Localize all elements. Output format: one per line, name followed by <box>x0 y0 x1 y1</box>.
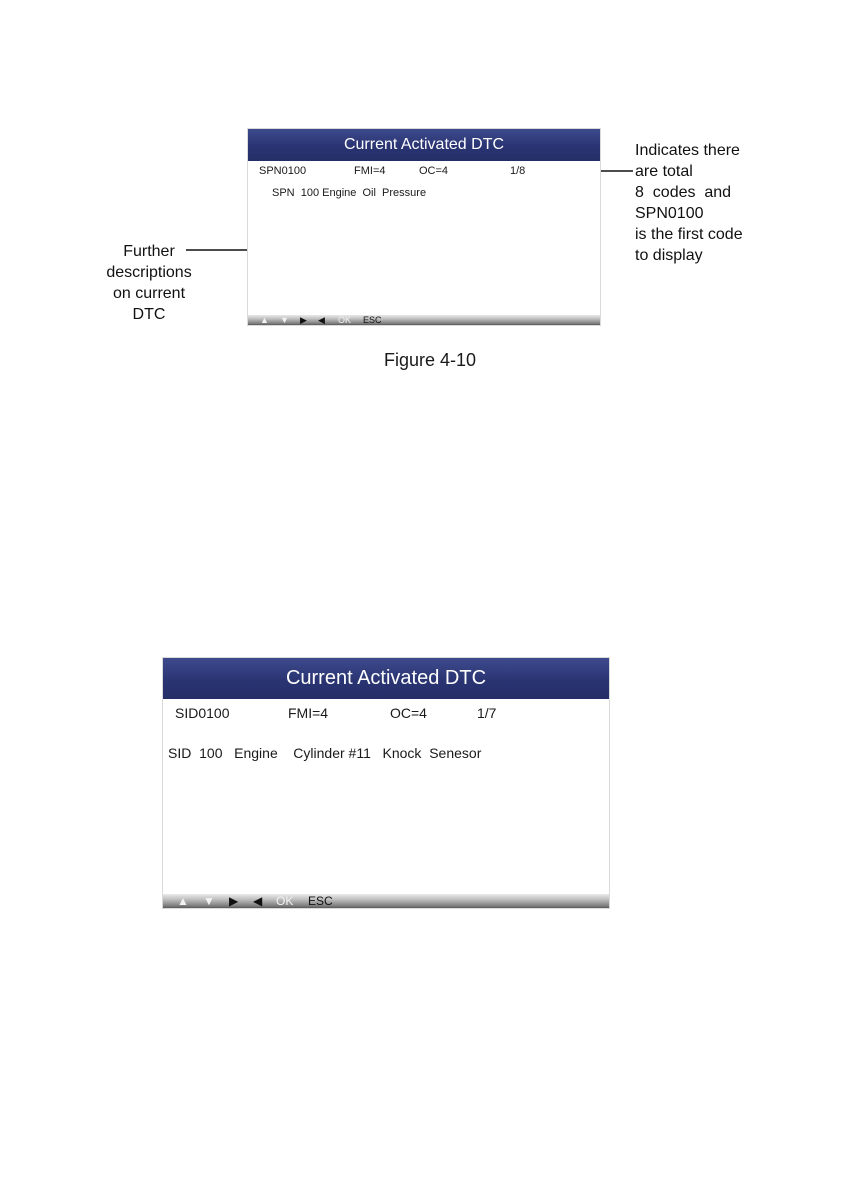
annotation-line: is the first code <box>635 226 743 243</box>
oc-value: OC=4 <box>390 705 427 721</box>
key-hint-bar <box>163 894 609 908</box>
dtc-description: SID 100 Engine Cylinder #11 Knock Senesor <box>168 745 482 761</box>
annotation-line: Indicates there <box>635 142 740 159</box>
left-annotation <box>90 241 208 325</box>
figure-caption: Figure 4-10 <box>383 350 477 370</box>
fmi-value: FMI=4 <box>354 165 386 177</box>
up-arrow-icon[interactable]: ▲ <box>260 315 269 325</box>
annotation-line: DTC <box>132 306 166 323</box>
annotation-line: on current <box>112 285 186 302</box>
ok-button[interactable]: OK <box>338 315 352 325</box>
right-arrow-icon[interactable]: ▶ <box>229 894 239 908</box>
screen-title: Current Activated DTC <box>285 667 487 689</box>
annotation-line: Further <box>123 243 175 260</box>
left-arrow-icon[interactable]: ◀ <box>318 315 325 325</box>
dtc-screen-second <box>162 657 610 909</box>
page-counter: 1/7 <box>477 705 497 721</box>
left-arrow-icon[interactable]: ◀ <box>253 894 263 908</box>
annotation-line: 8 codes and <box>635 184 732 201</box>
ok-button[interactable]: OK <box>276 894 294 908</box>
down-arrow-icon[interactable]: ▼ <box>203 894 215 908</box>
annotation-line: are total <box>635 163 693 180</box>
screen-title-bar <box>248 129 600 161</box>
esc-button[interactable]: ESC <box>363 315 382 325</box>
oc-value: OC=4 <box>419 165 449 177</box>
dtc-screen-figure-4-10 <box>247 128 601 326</box>
esc-button[interactable]: ESC <box>308 894 333 908</box>
page-counter: 1/8 <box>510 165 526 177</box>
fmi-value: FMI=4 <box>288 705 329 721</box>
right-annotation <box>635 140 835 266</box>
annotation-line: to display <box>635 247 703 264</box>
screen-title-bar <box>163 658 609 699</box>
up-arrow-icon[interactable]: ▲ <box>177 894 189 908</box>
down-arrow-icon[interactable]: ▼ <box>280 315 289 325</box>
dtc-code: SID0100 <box>175 705 230 721</box>
annotation-line: SPN0100 <box>635 205 704 222</box>
screen-title: Current Activated DTC <box>343 136 505 153</box>
dtc-code: SPN0100 <box>259 165 307 177</box>
annotation-line: descriptions <box>106 264 192 281</box>
key-hint-bar <box>248 315 600 325</box>
dtc-description: SPN 100 Engine Oil Pressure <box>272 187 427 199</box>
right-arrow-icon[interactable]: ▶ <box>300 315 307 325</box>
